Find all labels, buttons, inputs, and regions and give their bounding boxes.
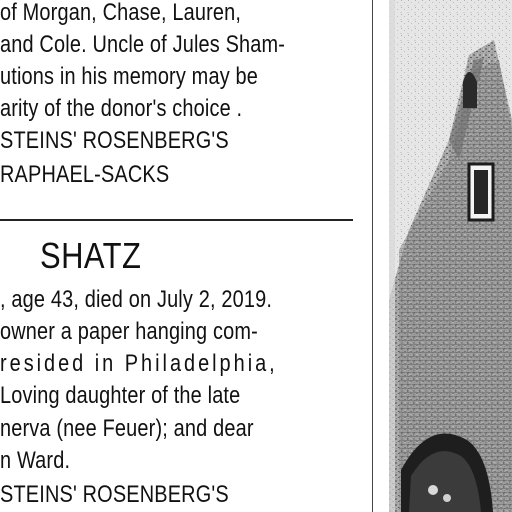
notice-shatz-line-1: , age 43, died on July 2, 2019. (0, 286, 273, 313)
notice-shatz-line-6: n Ward. (0, 447, 71, 474)
tower-window-pane (474, 170, 488, 214)
notice-top-line-4: arity of the donor's choice . (0, 95, 243, 122)
light-spot (428, 485, 438, 495)
notice-top-line-1: of Morgan, Chase, Lauren, (0, 0, 242, 26)
notice-shatz-line-2: owner a paper hanging com- (0, 318, 258, 345)
notice-top-line-2: and Cole. Uncle of Jules Sham- (0, 31, 286, 58)
photo-edge (389, 0, 395, 512)
section-divider-rule (0, 219, 353, 221)
notice-top-line-6: RAPHAEL-SACKS (0, 161, 170, 188)
notice-top-line-3: utions in his memory may be (0, 63, 259, 90)
obituary-heading-shatz: SHATZ (40, 235, 142, 276)
stone-church-photo (389, 0, 512, 512)
notice-shatz-line-7: STEINS' ROSENBERG'S (0, 481, 229, 508)
church-photo-image (389, 0, 512, 512)
notice-top-line-5: STEINS' ROSENBERG'S (0, 127, 229, 154)
column-divider (372, 0, 373, 512)
notice-shatz-line-4: Loving daughter of the late (0, 382, 241, 409)
notice-shatz-line-3: resided in Philadelphia, (0, 350, 278, 377)
belfry-window (463, 72, 477, 108)
light-spot (443, 494, 451, 502)
notice-shatz-line-5: nerva (nee Feuer); and dear (0, 415, 254, 442)
